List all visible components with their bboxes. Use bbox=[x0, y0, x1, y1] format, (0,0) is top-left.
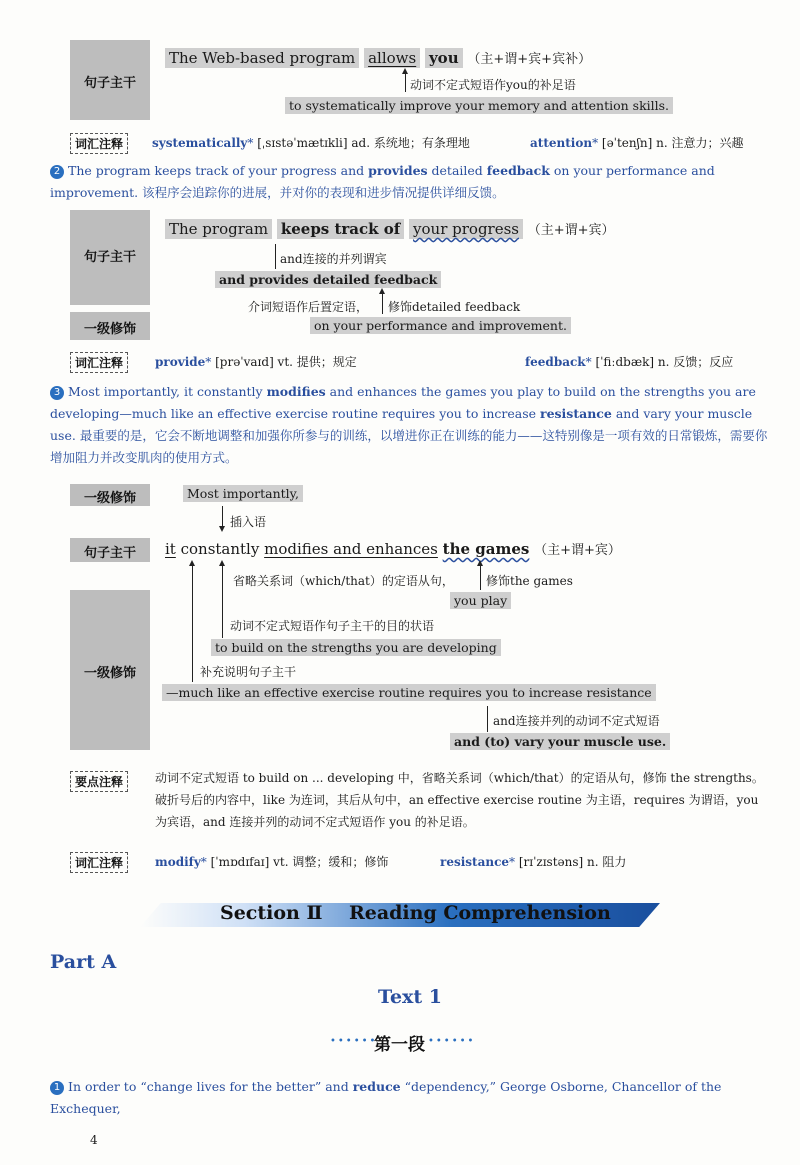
s1-main-3: you bbox=[425, 48, 463, 68]
p4-num: 1 bbox=[50, 1081, 64, 1095]
s3-key-text: 动词不定式短语 to build on ... developing 中，省略关系词（which/that）的定语从句，修饰 the strengths。破折号后的内容中，like 为连词，其后从句中，an effective exercise routine 为主语，requires 为谓语，you 为宾语，and 连接并列的动词不定式短语作 you 的补足语。 bbox=[155, 771, 764, 829]
s3-line-and bbox=[487, 706, 488, 732]
para-title-dots-left: •••••• bbox=[330, 1036, 378, 1047]
s3-supp: —much like an effective exercise routine requires you to increase resistance bbox=[162, 685, 656, 700]
s2-mod: on your performance and improvement. bbox=[310, 318, 571, 333]
s3-note-intro: 插入语 bbox=[230, 515, 267, 529]
p3-num: 3 bbox=[50, 386, 64, 400]
s1-vocab-2: attention* [əˈtenʃn] n. 注意力；兴趣 bbox=[530, 136, 744, 150]
s2-vocab-1: provide* [prəˈvaɪd] vt. 提供；规定 bbox=[155, 355, 357, 369]
s3-note-rel-a: 省略关系词（which/that）的定语从句， bbox=[233, 574, 454, 588]
label-main-1: 句子主干 bbox=[83, 76, 136, 91]
s2-vocab-2: feedback* [ˈfiːdbæk] n. 反馈；反应 bbox=[525, 355, 734, 369]
s3-arrow-purpose bbox=[219, 560, 225, 566]
s3-arrow-rel bbox=[477, 560, 483, 566]
s3-arrow-intro bbox=[219, 526, 225, 532]
p2-num: 2 bbox=[50, 165, 64, 179]
s2-arrow-2 bbox=[379, 288, 385, 294]
s3-vocab-1: modify* [ˈmɒdɪfaɪ] vt. 调整；缓和；修饰 bbox=[155, 855, 389, 869]
s1-comp: to systematically improve your memory and attention skills. bbox=[285, 98, 673, 113]
s3-line-rel bbox=[480, 562, 481, 590]
s3-line-purpose bbox=[222, 562, 223, 638]
s1-vocab-label: 词汇注释 bbox=[70, 133, 128, 154]
s1-note-1: 动词不定式短语作you的补足语 bbox=[410, 78, 576, 92]
s2-note-2a: 介词短语作后置定语， bbox=[248, 300, 369, 314]
p2-paragraph: 2 The program keeps track of your progress and provides detailed feedback on your performance and improvement. 该程序会追踪你的进展，并对你的表现和进步情况提供详细反馈。 bbox=[50, 163, 715, 200]
s2-note-1: and连接的并列谓宾 bbox=[280, 252, 387, 266]
label-main-2: 句子主干 bbox=[83, 250, 136, 265]
s3-rel: you play bbox=[450, 593, 511, 608]
section-title: Section Ⅱ Reading Comprehension bbox=[220, 902, 611, 924]
s1-main-2: allows bbox=[364, 48, 420, 68]
para-title: 第一段 bbox=[374, 1035, 425, 1055]
para-title-dots-right: •••••• bbox=[428, 1036, 476, 1047]
s3-note-and: and连接并列的动词不定式短语 bbox=[493, 714, 660, 728]
s3-intro: Most importantly, bbox=[183, 486, 303, 501]
s1-vocab-1: systematically* [ˌsɪstəˈmætɪkli] ad. 系统地；有条理地 bbox=[152, 136, 470, 150]
s3-and: and (to) vary your muscle use. bbox=[450, 734, 670, 749]
text-title: Text 1 bbox=[378, 986, 442, 1008]
s3-note-rel-b: 修饰the games bbox=[486, 574, 573, 588]
s3-note-purpose: 动词不定式短语作句子主干的目的状语 bbox=[230, 619, 435, 633]
page-number: 4 bbox=[90, 1133, 98, 1147]
part-title: Part A bbox=[50, 951, 117, 973]
s3-vocab-2: resistance* [rɪˈzɪstəns] n. 阻力 bbox=[440, 855, 627, 869]
s3-arrow-supp bbox=[189, 560, 195, 566]
s1-main-1: The Web-based program bbox=[165, 48, 359, 68]
s3-vocab-label: 词汇注释 bbox=[70, 852, 128, 873]
s3-purpose: to build on the strengths you are developing bbox=[211, 640, 501, 655]
s1-arrow-head bbox=[402, 68, 408, 74]
label-mod-3a: 一级修饰 bbox=[83, 491, 136, 506]
label-mod-2: 一级修饰 bbox=[83, 322, 136, 337]
s3-line-intro bbox=[222, 506, 223, 528]
s2-note-2b: 修饰detailed feedback bbox=[388, 300, 521, 314]
label-mod-3b: 一级修饰 bbox=[83, 666, 136, 681]
s3-line-supp bbox=[192, 562, 193, 682]
s2-pred2: and provides detailed feedback bbox=[215, 272, 441, 287]
s3-main: it constantly modifies and enhances the games （主+谓+宾） bbox=[165, 540, 621, 558]
s1-pattern: （主+谓+宾+宾补） bbox=[467, 52, 592, 67]
p4-paragraph: 1 In order to “change lives for the better” and reduce “dependency,” George Osborne, Chancellor of the Exchequer, bbox=[50, 1079, 722, 1116]
label-main-3: 句子主干 bbox=[83, 546, 136, 561]
s1-main bbox=[165, 48, 591, 67]
s3-key-label: 要点注释 bbox=[70, 771, 128, 792]
s2-vocab-label: 词汇注释 bbox=[70, 352, 128, 373]
s3-note-supp: 补充说明句子主干 bbox=[200, 665, 297, 679]
p3-paragraph: 3 Most importantly, it constantly modifies and enhances the games you play to build on the strengths you are developing—much like an effective exercise routine requires you to increase resistance and vary your muscle use. 最重要的是，它会不断地调整和加强你所参与的训练，以增进你正在训练的能力——这特别像是一项有效的日常锻炼，需要你增加阻力并改变肌肉的使用方式。 bbox=[50, 384, 768, 465]
s2-main: The program keeps track of your progress （主+谓+宾） bbox=[165, 219, 615, 238]
s2-line-1 bbox=[275, 244, 276, 269]
